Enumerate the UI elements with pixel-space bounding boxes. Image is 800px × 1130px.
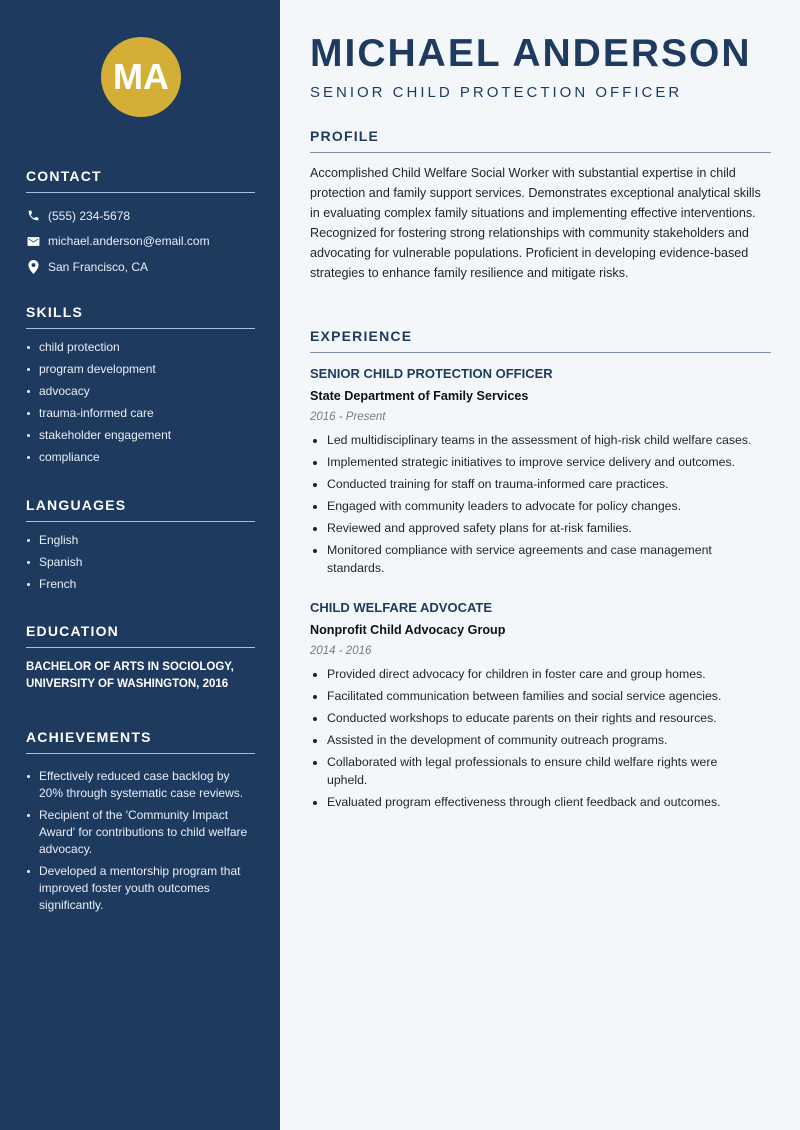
achievements-section [26, 729, 255, 919]
skills-list [26, 339, 255, 466]
candidate-name: MICHAEL ANDERSON [310, 32, 752, 75]
skill-item: advocacy [26, 383, 255, 400]
achievement-item: Developed a mentorship program that improved foster youth outcomes significantly. [26, 863, 255, 914]
contact-email [26, 229, 255, 255]
job-bullets [310, 666, 780, 811]
language-item: Spanish [26, 554, 255, 571]
job-bullet: Facilitated communication between families and social service agencies. [310, 688, 780, 706]
achievements-list [26, 768, 255, 914]
job-bullet: Conducted training for staff on trauma-informed care practices. [310, 476, 780, 494]
contact-list [26, 203, 255, 280]
achievements-heading: ACHIEVEMENTS [26, 729, 255, 754]
avatar-initials: MA [113, 56, 169, 97]
education-line-1: BACHELOR OF ARTS IN SOCIOLOGY, [26, 661, 234, 673]
job-entry [310, 599, 780, 816]
avatar [101, 37, 181, 117]
job-bullet: Engaged with community leaders to advocate for policy changes. [310, 498, 780, 516]
education-degree [26, 659, 255, 693]
skill-item: program development [26, 361, 255, 378]
job-dates: 2016 - Present [310, 411, 386, 423]
profile-heading: PROFILE [310, 128, 771, 153]
education-line-2: UNIVERSITY OF WASHINGTON, 2016 [26, 678, 229, 690]
education-heading: EDUCATION [26, 623, 255, 648]
contact-phone-text: (555) 234-5678 [48, 208, 131, 223]
job-dates: 2014 - 2016 [310, 645, 372, 657]
contact-email-text: michael.anderson@email.com [48, 234, 210, 249]
candidate-title: SENIOR CHILD PROTECTION OFFICER [310, 84, 683, 101]
contact-phone [26, 203, 255, 229]
location-pin-icon [26, 260, 40, 274]
job-bullet: Provided direct advocacy for children in foster care and group homes. [310, 666, 780, 684]
contact-location-text: San Francisco, CA [48, 259, 149, 274]
experience-heading: EXPERIENCE [310, 328, 771, 353]
job-bullet: Monitored compliance with service agreements and case management standards. [310, 542, 750, 577]
job-organization: State Department of Family Services [310, 389, 529, 403]
job-organization: Nonprofit Child Advocacy Group [310, 623, 506, 637]
skills-heading: SKILLS [26, 304, 255, 329]
job-bullet: Evaluated program effectiveness through client feedback and outcomes. [310, 794, 780, 812]
job-bullet: Implemented strategic initiatives to improve service delivery and outcomes. [310, 454, 780, 472]
job-title: CHILD WELFARE ADVOCATE [310, 600, 492, 615]
achievement-item: Recipient of the 'Community Impact Award' for contributions to child welfare advocacy. [26, 807, 255, 858]
profile-summary: Accomplished Child Welfare Social Worker with substantial expertise in child protection and family support services. Demonstrates exceptional analytical skills in evaluating complex family situations and implementing effective interventions. Recognized for fostering strong relationships with community stakeholders and advocating for vulnerable populations. Proficient in developing evidence-based strategies to enhance family resilience and mitigate risks. [310, 166, 761, 280]
job-bullet: Conducted workshops to educate parents on their rights and resources. [310, 710, 780, 728]
language-item: English [26, 532, 255, 549]
sidebar [0, 0, 280, 1130]
languages-list [26, 532, 255, 593]
education-section [26, 623, 255, 693]
job-entry [310, 365, 780, 582]
email-icon [26, 234, 40, 248]
contact-heading: CONTACT [26, 168, 255, 193]
job-bullet: Assisted in the development of community outreach programs. [310, 732, 780, 750]
languages-section [26, 497, 255, 598]
job-bullet: Reviewed and approved safety plans for at-risk families. [310, 520, 780, 538]
skill-item: child protection [26, 339, 255, 356]
skill-item: stakeholder engagement [26, 427, 255, 444]
job-bullet: Led multidisciplinary teams in the assessment of high-risk child welfare cases. [310, 432, 780, 450]
job-bullets [310, 432, 780, 577]
skills-section [26, 304, 255, 471]
job-bullet: Collaborated with legal professionals to ensure child welfare rights were upheld. [310, 754, 750, 789]
achievement-item: Effectively reduced case backlog by 20% through systematic case reviews. [26, 768, 255, 802]
job-title: SENIOR CHILD PROTECTION OFFICER [310, 366, 553, 381]
phone-icon [26, 209, 40, 223]
contact-location [26, 254, 255, 280]
languages-heading: LANGUAGES [26, 497, 255, 522]
language-item: French [26, 576, 255, 593]
skill-item: trauma-informed care [26, 405, 255, 422]
contact-section [26, 168, 255, 280]
skill-item: compliance [26, 449, 255, 466]
